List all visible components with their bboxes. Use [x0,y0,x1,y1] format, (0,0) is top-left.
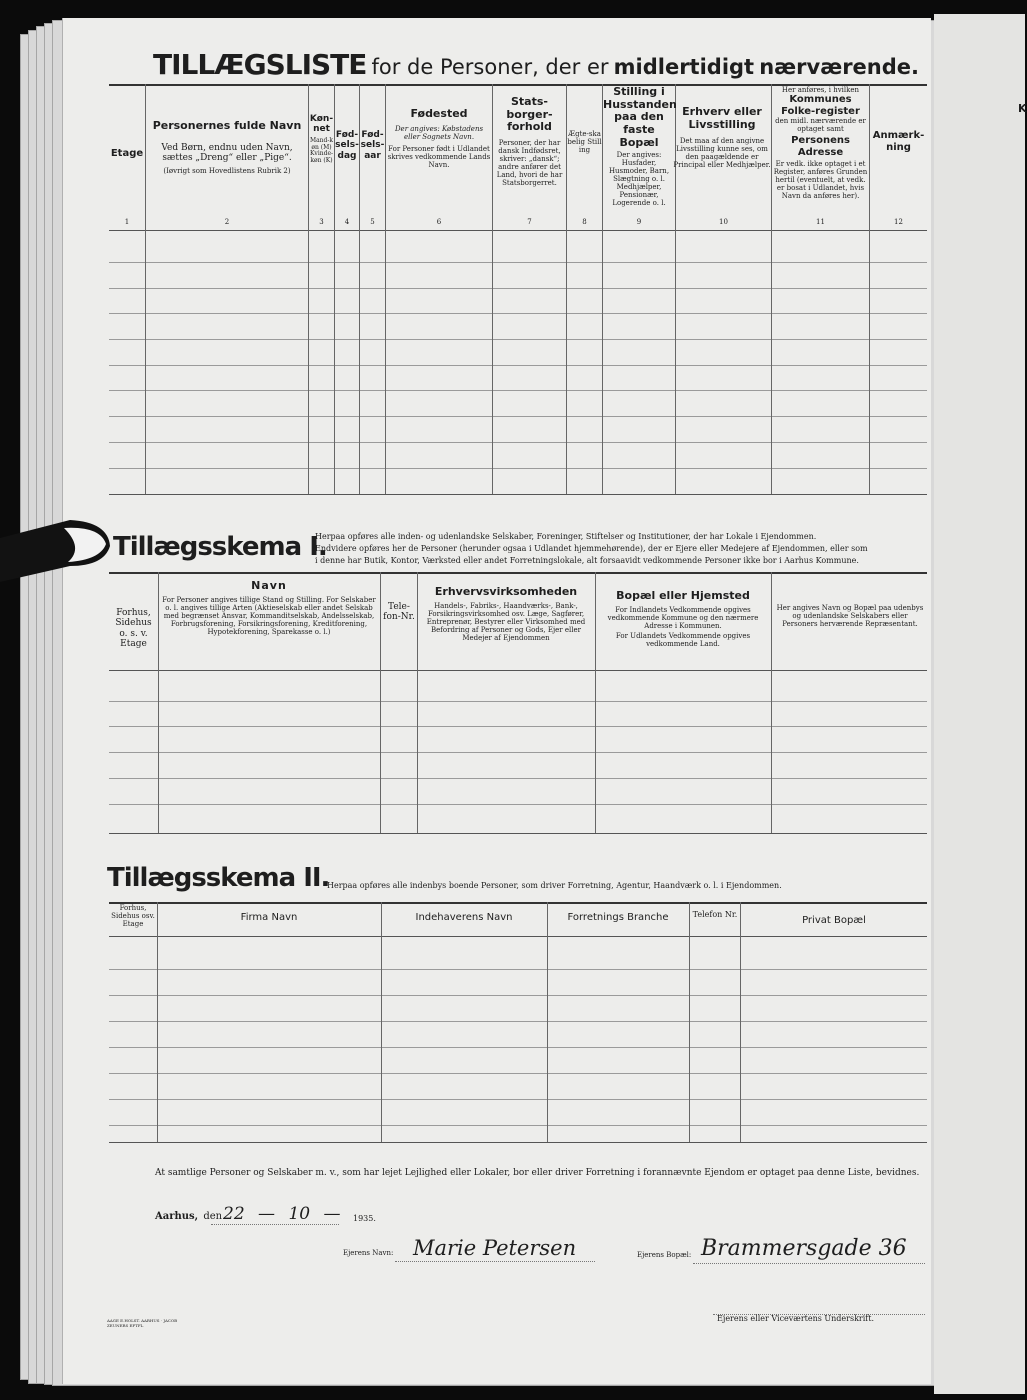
skema2-col-etage: Forhus, Sidehus osv. Etage [111,904,155,929]
owner-name-label: Ejerens Navn: [343,1249,394,1257]
col-header-name-note: (Iøvrigt som Hovedlistens Rubrik 2) [163,167,291,176]
place-label: Aarhus, [155,1211,199,1222]
certification-statement: At samtlige Personer og Selskaber m. v., som har lejet Lejlighed eller Lokaler, bor eller driver Forretning i forannævnte Ejendom er optaget paa denne Liste, bevidnes. [155,1168,920,1178]
skema1-col-residence [597,590,769,648]
skema1-desc-line: Herpaa opføres alle inden- og udenlandske Selskaber, Foreninger, Stiftelser og Institutioner, der har Lokale i Ejendommen. [315,532,817,541]
skema2-col-phone: Telefon Nr. [692,910,738,919]
col-number: 6 [436,218,442,226]
facing-page-fragment: K [1018,102,1027,115]
col-header-name-title: Personernes fulde Navn [152,119,302,132]
date-day: 22 [223,1204,245,1224]
col-header-household-title: Stilling i Husstanden paa den faste Bopæl [603,85,677,149]
facing-page [934,14,1025,1394]
col-header-register-sub: Er vedk. ikke optaget i et Register, anføres Grunden hertil (eventuelt, at vedk. er bosat i Udlandet, hvis Navn da anføres her). [773,160,868,201]
col-header-birthyear: Fød-sels-aar [360,130,385,161]
title-text: for de Personer, der er [371,55,609,79]
date-dash: — [323,1204,341,1224]
skema2-col-owner: Indehaverens Navn [415,912,513,923]
col-header-remarks: Anmærk-ning [872,130,925,153]
col-number: 1 [124,218,130,226]
col-number: 5 [370,218,375,226]
skema1-col-business-title: Erhvervsvirksomheden [434,585,578,598]
col-header-koen-title: Køn-net [309,114,334,135]
signature-caption: Ejerens eller Viceværtens Underskrift. [717,1314,875,1323]
skema2-title: Tillægsskema II. [107,863,330,893]
col-header-register [772,86,869,200]
owner-address-handwritten: Brammersgade 36 [701,1236,907,1261]
col-number: 10 [719,218,728,226]
col-number: 11 [816,218,825,226]
col-number: 3 [319,218,324,226]
skema1-col-business-sub: Handels-, Fabriks-, Haandværks-, Bank-, Forsikringsvirksomhed osv. Læge, Sagfører, Entreprenør, Bestyrer eller Virksomhed med Befordring af Personer og Gods, Ejer eller Medejer af Ejendommen [426,601,586,642]
skema1-col-phone: Tele-fon-Nr. [383,602,415,623]
skema1-col-business [419,586,593,642]
col-header-household [603,86,675,208]
printer-mark: AAGE E.HOLST. AARHUS · JACOB ZEUNERS EFTFL [107,1318,178,1328]
col-header-occupation-sub: Det maa af den angivne Livsstilling kunne ses, om den paagældende er Principal eller Medhjælper. [673,137,771,170]
col-header-birthplace [387,108,491,169]
col-header-household-sub: Der angives: Husfader, Husmoder, Barn, Slægtning o. l. Medhjælper, Pensionær, Logerende o. l. [608,151,670,208]
col-header-register-title: Kommunes Folke-register [781,94,860,117]
skema1-col-etage: Forhus, Sidehus o. s. v. Etage [115,608,152,650]
skema1-col-name-title: Navn [251,579,287,592]
col-header-register-address: Personens Adresse [791,135,850,158]
col-header-birthplace-sub: Der angives: Købstadens eller Sognets Navn. [394,124,484,141]
pointer-object [0,508,120,588]
col-number: 2 [224,218,230,226]
col-header-koen [309,114,334,165]
col-header-etage: Etage [110,148,144,159]
col-header-citizenship-sub: Personer, der har dansk Indfødsret, skriver: „dansk“; andre anfører det Land, hvori de har Statsborgerret. [496,138,563,188]
skema2-col-branch: Forretnings Branche [567,912,669,923]
skema1-col-name [160,580,378,636]
col-header-register-top: Her anføres, i hvilken [781,86,860,94]
col-header-name-sub: Ved Børn, endnu uden Navn, sættes „Dreng“ eller „Pige“. [161,142,293,163]
date-month: 10 [288,1204,311,1224]
skema2-col-private-address: Privat Bopæl [802,915,866,926]
col-header-birthday: Fød-sels-dag [335,130,359,161]
skema2-col-firm: Firma Navn [240,912,298,923]
skema1-desc-line: i denne har Butik, Kontor, Værksted eller andet Forretningslokale, alt forsaavidt vedkommende Personer ikke bor i Aarhus Kommune. [315,556,859,565]
date-line [155,1211,222,1222]
page-title [153,48,919,81]
skema1-desc-line: Endvidere opføres her de Personer (herunder ogsaa i Udlandet hjemmehørende), der er Ejere eller Medejere af Ejendommen, eller som [315,544,868,553]
owner-name-signature: Marie Petersen [413,1236,577,1260]
col-header-koen-sub: Mand-køn (M) Kvinde-køn (K) [309,136,334,165]
skema1-col-representative: Her angives Navn og Bopæl paa udenbys og udenlandske Selskabers eller Personers herværende Repræsentant. [776,604,924,629]
date-handwritten [223,1204,341,1224]
col-header-marital: Ægte-skabelig Stilling [567,130,602,155]
col-header-citizenship-title: Stats-borger-forhold [506,95,553,134]
den-label: den [203,1211,223,1222]
col-header-name [147,120,307,175]
skema1-description [315,531,935,567]
col-number: 9 [636,218,642,226]
skema2-description: Herpaa opføres alle indenbys boende Personer, som driver Forretning, Agentur, Haandværk o. l. i Ejendommen. [327,881,782,890]
col-number: 4 [344,218,350,226]
col-header-occupation-title: Erhverv eller Livsstilling [682,105,762,131]
year-printed: 1935. [353,1214,376,1223]
skema1-col-residence-sub2: For Udlandets Vedkommende opgives vedkommende Land. [615,631,751,648]
col-number: 8 [582,218,587,226]
title-main: TILLÆGSLISTE [153,48,367,81]
skema1-col-residence-title: Bopæl eller Hjemsted [616,589,750,602]
col-number: 7 [527,218,532,226]
title-emphasis: midlertidigt [613,55,755,79]
col-header-register-mid: den midl. nærværende er optaget samt [775,117,866,134]
skema1-col-residence-sub1: For Indlandets Vedkommende opgives vedkommende Kommune og den nærmere Adresse i Kommunen. [607,605,759,630]
col-header-citizenship [493,96,566,187]
col-number: 12 [894,218,903,226]
skema1-col-name-sub: For Personer angives tillige Stand og Stilling. For Selskaber o. l. angives tillige Arten (Aktieselskab eller andet Selskab med begrænset Ansvar, Kommanditselskab, Andelsselskab, Forbrugsforening, Forsikringsforening, Kreditforening, Hypotekforening, Sparekasse o. l.) [162,595,376,636]
form-page [62,18,931,1384]
owner-address-label: Ejerens Bopæl: [637,1251,692,1259]
date-dash: — [258,1204,276,1224]
col-header-birthplace-title: Fødested [410,107,468,120]
col-header-occupation [673,106,771,169]
skema1-title: Tillægsskema I. [113,532,327,562]
title-end: nærværende. [759,55,919,79]
col-header-birthplace-note: For Personer født i Udlandet skrives vedkommende Lands Navn. [387,144,491,169]
